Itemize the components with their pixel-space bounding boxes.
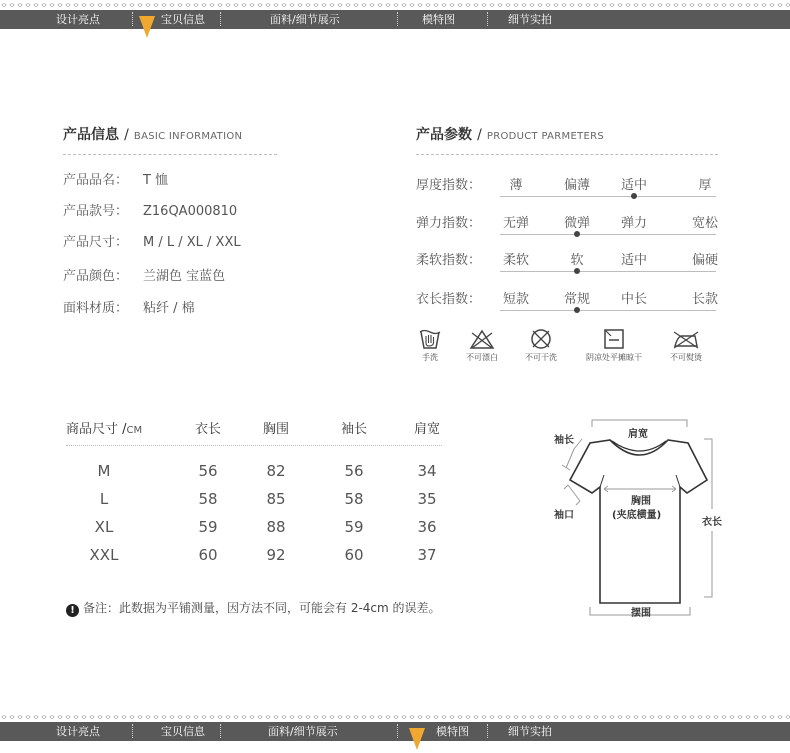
param-option: 宽松 [691, 216, 718, 231]
param-label: 柔软指数： [416, 253, 482, 268]
size-cell: 35 [417, 490, 437, 508]
size-note [66, 599, 441, 617]
size-table-header [66, 418, 142, 437]
heading-slash: / [477, 127, 482, 143]
param-option: 适中 [620, 253, 647, 268]
param-scale-line [500, 234, 716, 235]
info-label: 产品颜色： [63, 269, 129, 284]
nav-separator [220, 12, 221, 26]
size-cell: 59 [198, 518, 218, 536]
col-header-chest: 胸围 [262, 422, 289, 437]
param-option: 常规 [563, 292, 590, 307]
param-option: 无弹 [502, 216, 529, 231]
nav-separator [487, 12, 488, 26]
nav-separator [397, 724, 398, 738]
basic-info-subtitle: BASIC INFORMATION [133, 131, 243, 142]
care-item [517, 328, 565, 363]
param-scale-line [500, 196, 716, 197]
care-label: 不可熨烫 [670, 353, 702, 362]
param-selected-marker [574, 268, 580, 274]
size-label: XXL [89, 546, 119, 564]
diagram-label-shoulder: 肩宽 [628, 429, 648, 440]
diagram-label-sleeve: 袖长 [554, 435, 574, 446]
info-value: 兰湖色 宝蓝色 [143, 269, 226, 284]
basic-info-divider [63, 154, 277, 155]
params-title: 产品参数 [416, 127, 472, 143]
size-cell: 34 [417, 462, 437, 480]
nav-separator [397, 12, 398, 26]
param-option: 弹力 [620, 216, 647, 231]
param-option: 软 [570, 253, 584, 268]
size-table-divider [66, 445, 442, 446]
info-row [63, 169, 168, 188]
size-cell: 88 [266, 518, 286, 536]
diagram-label-length: 衣长 [702, 517, 722, 528]
param-selected-marker [574, 231, 580, 237]
basic-info-heading [63, 124, 242, 144]
col-header-shoulder: 肩宽 [413, 422, 440, 437]
size-label: XL [94, 518, 114, 536]
param-option: 长款 [691, 292, 718, 307]
param-option: 柔软 [502, 253, 529, 268]
size-cell: 36 [417, 518, 437, 536]
size-header-label: 商品尺寸 / [66, 422, 127, 437]
param-option: 微弹 [563, 216, 590, 231]
diagram-label-cuff: 袖口 [554, 510, 574, 521]
param-label: 弹力指数： [416, 216, 482, 231]
params-divider [416, 154, 718, 155]
flat-dry-shade-icon [602, 328, 626, 350]
nav-item-detail-shots[interactable]: 细节实拍 [508, 725, 552, 738]
care-item [576, 328, 652, 363]
size-label: L [99, 490, 109, 508]
nav-item-design-highlights[interactable]: 设计亮点 [56, 725, 100, 738]
heading-slash: / [124, 127, 129, 143]
nav-item-detail-shots[interactable]: 细节实拍 [508, 13, 552, 26]
info-label: 产品品名： [63, 173, 129, 188]
size-cell: 85 [266, 490, 286, 508]
no-tumble-dry-icon [529, 328, 553, 350]
params-heading [416, 124, 604, 144]
param-option: 适中 [620, 178, 647, 193]
param-option: 厚 [698, 178, 712, 193]
size-cell: 60 [198, 546, 218, 564]
care-label: 不可干洗 [525, 353, 557, 362]
nav-item-model-photos[interactable]: 模特图 [436, 725, 469, 738]
size-cell: 58 [198, 490, 218, 508]
care-item [459, 328, 505, 363]
size-cell: 56 [198, 462, 218, 480]
info-row [63, 231, 241, 250]
nav-bar-background [0, 722, 790, 741]
no-iron-icon [671, 328, 701, 350]
size-cell: 92 [266, 546, 286, 564]
info-label: 产品款号： [63, 204, 129, 219]
param-option: 短款 [502, 292, 529, 307]
nav-decorative-border [0, 0, 790, 10]
size-cell: 60 [344, 546, 364, 564]
size-cell: 82 [266, 462, 286, 480]
param-label: 衣长指数： [416, 292, 482, 307]
info-label: 面料材质： [63, 301, 129, 316]
nav-separator [132, 724, 133, 738]
nav-item-fabric-details[interactable]: 面料/细节展示 [268, 725, 338, 738]
nav-separator [220, 724, 221, 738]
info-label: 产品尺寸： [63, 235, 129, 250]
info-value: T 恤 [143, 173, 169, 188]
care-item [663, 328, 709, 363]
nav-separator [487, 724, 488, 738]
nav-separator [132, 12, 133, 26]
info-row [63, 297, 195, 316]
nav-item-product-info[interactable]: 宝贝信息 [161, 725, 205, 738]
col-header-sleeve: 袖长 [340, 422, 367, 437]
nav-item-fabric-details[interactable]: 面料/细节展示 [270, 13, 340, 26]
no-bleach-icon [469, 328, 495, 350]
param-option: 偏硬 [691, 253, 718, 268]
nav-item-product-info[interactable]: 宝贝信息 [161, 13, 205, 26]
param-selected-marker [631, 193, 637, 199]
note-text: 备注：此数据为平铺测量，因方法不同，可能会有 2-4cm 的误差。 [83, 601, 441, 615]
params-subtitle: PRODUCT PARMETERS [486, 131, 604, 142]
size-cell: 59 [344, 518, 364, 536]
warning-icon: ! [66, 604, 79, 617]
param-scale-line [500, 271, 716, 272]
care-label: 阴凉处平摊晾干 [586, 353, 642, 362]
param-label: 厚度指数： [416, 178, 482, 193]
care-label: 手洗 [422, 353, 438, 362]
active-nav-marker-icon [139, 16, 155, 38]
size-label: M [97, 462, 111, 480]
basic-info-title: 产品信息 [63, 127, 119, 143]
info-row [63, 265, 225, 284]
param-scale-line [500, 310, 716, 311]
size-cell: 58 [344, 490, 364, 508]
info-value: 粘纤 / 棉 [143, 301, 195, 316]
info-value: Z16QA000810 [143, 204, 238, 219]
info-value: M / L / XL / XXL [143, 235, 241, 250]
size-cell: 56 [344, 462, 364, 480]
top-nav [0, 0, 790, 30]
info-row [63, 200, 237, 219]
param-option: 中长 [620, 292, 647, 307]
param-selected-marker [574, 307, 580, 313]
active-nav-marker-icon [409, 728, 425, 750]
care-item [413, 328, 447, 363]
hand-wash-icon [418, 328, 442, 350]
bottom-nav [0, 712, 790, 742]
nav-item-model-photos[interactable]: 模特图 [422, 13, 455, 26]
care-label: 不可漂白 [466, 353, 498, 362]
param-option: 偏薄 [563, 178, 590, 193]
size-cell: 37 [417, 546, 437, 564]
diagram-label-chest-note: (夹底横量) [612, 510, 662, 521]
nav-decorative-border [0, 712, 790, 722]
col-header-length: 衣长 [194, 422, 221, 437]
param-option: 薄 [509, 178, 523, 193]
nav-bar-background [0, 10, 790, 29]
diagram-label-hem: 摆围 [631, 608, 651, 619]
size-header-unit: CM [126, 425, 143, 436]
nav-item-design-highlights[interactable]: 设计亮点 [56, 13, 100, 26]
diagram-label-chest: 胸围 [631, 496, 651, 507]
